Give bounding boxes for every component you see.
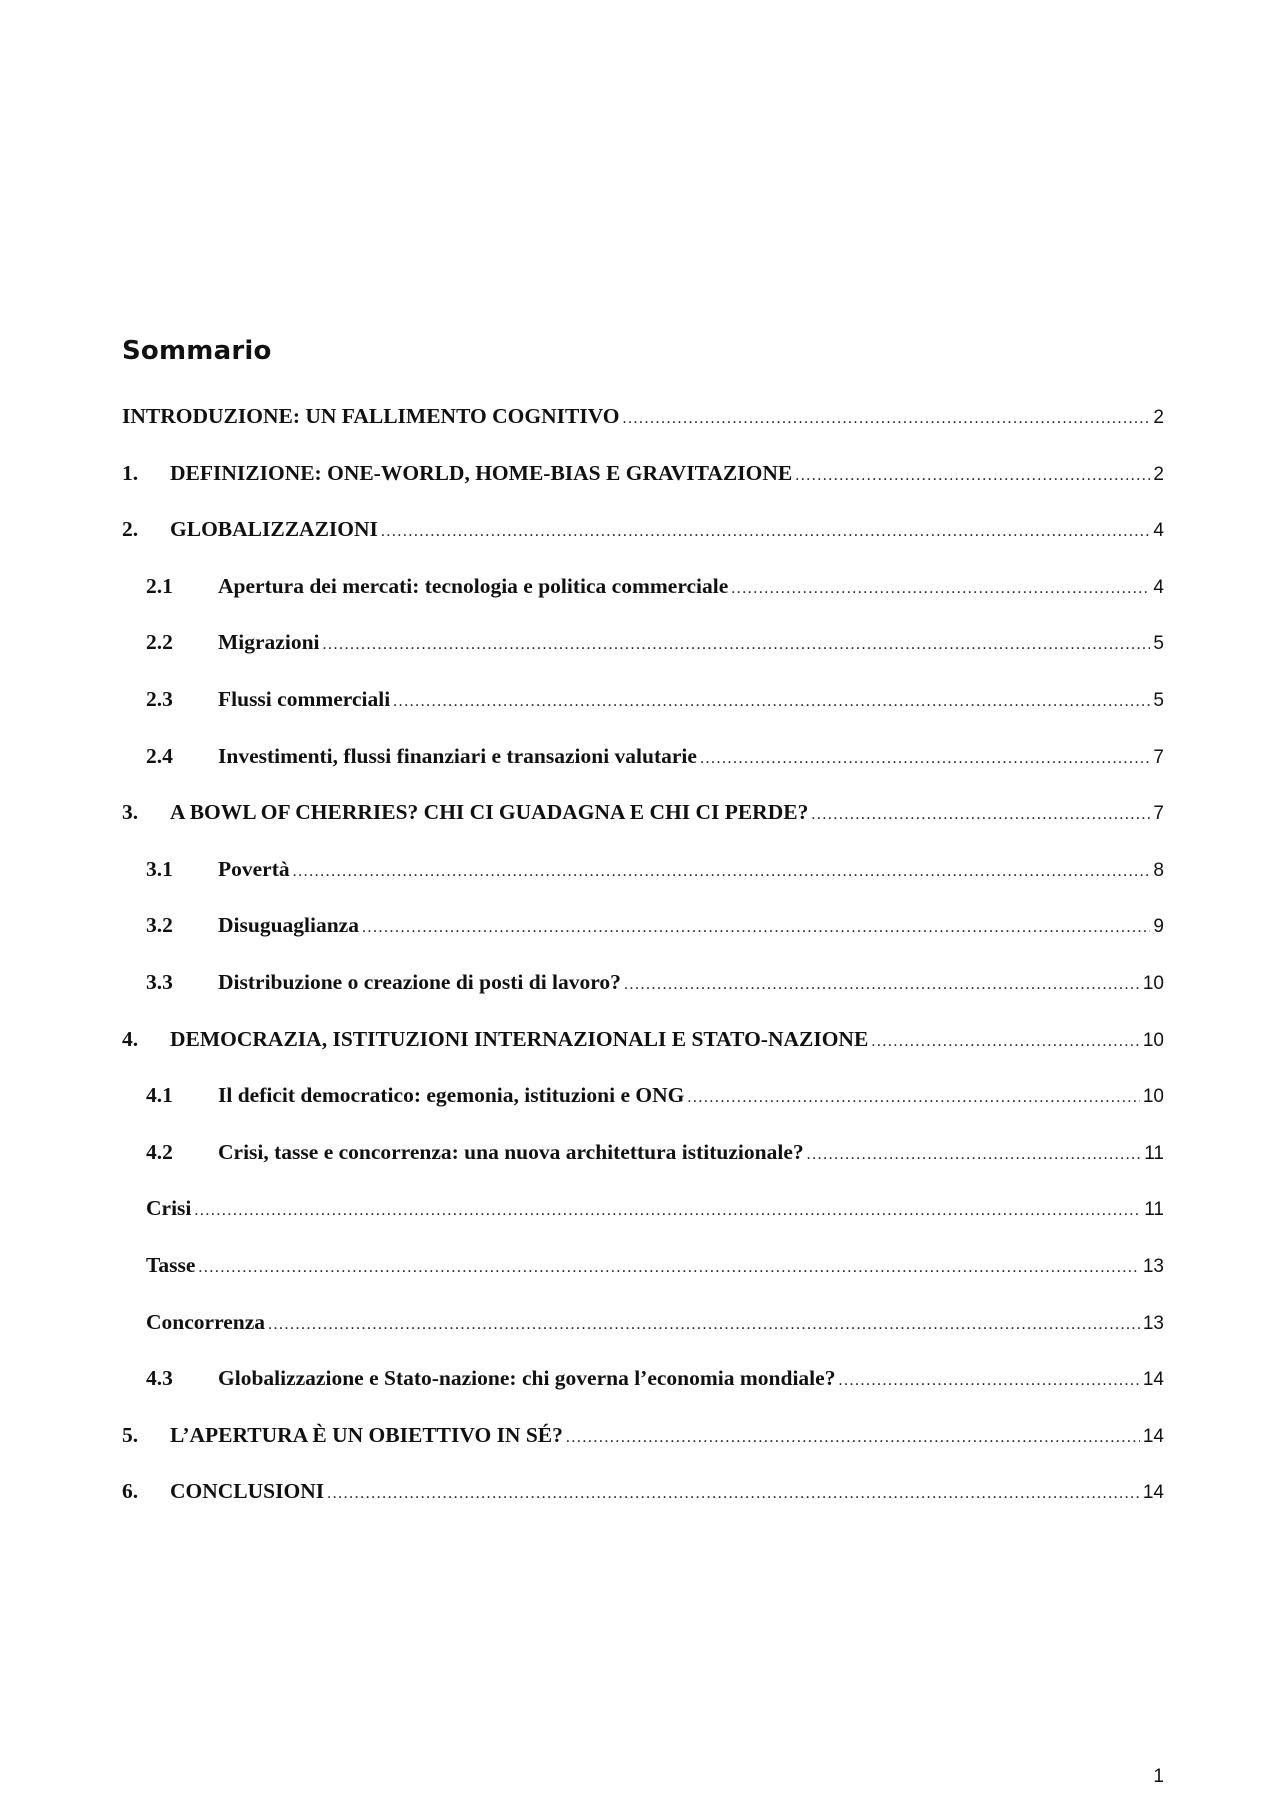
toc-dot-leader <box>381 523 1151 541</box>
toc-entry-title: Globalizzazione e Stato-nazione: chi governa l’economia mondiale? <box>218 1366 836 1391</box>
toc-entry-page: 4 <box>1153 576 1164 598</box>
toc-entry-page: 8 <box>1153 859 1164 881</box>
toc-dot-leader <box>700 750 1150 768</box>
toc-entry-title: DEFINIZIONE: ONE-WORLD, HOME-BIAS E GRAVITAZIONE <box>170 460 793 485</box>
toc-entry-title: Apertura dei mercati: tecnologia e politica commerciale <box>218 573 729 598</box>
toc-entry-number: 2.4 <box>146 743 173 768</box>
toc-title: Sommario <box>122 336 272 366</box>
toc-entry[interactable] <box>122 913 1164 970</box>
toc-entry-title: Migrazioni <box>218 630 320 655</box>
toc-entry-number: 2.2 <box>146 630 173 655</box>
toc-entry[interactable] <box>122 517 1164 574</box>
toc-entry-page: 14 <box>1142 1369 1164 1391</box>
toc-entry-page: 10 <box>1142 1086 1164 1108</box>
toc-dot-leader <box>687 1089 1140 1107</box>
toc-entry[interactable] <box>122 404 1164 461</box>
toc-dot-leader <box>871 1033 1140 1051</box>
toc-entry-page: 5 <box>1153 689 1164 711</box>
toc-entry[interactable] <box>122 1310 1164 1367</box>
toc-entry-title: A BOWL OF CHERRIES? CHI CI GUADAGNA E CHI CI PERDE? <box>170 800 809 825</box>
toc-entry[interactable] <box>122 1140 1164 1197</box>
toc-entry-title: Distribuzione o creazione di posti di lavoro? <box>218 969 621 994</box>
toc-entry-title: Investimenti, flussi finanziari e transazioni valutarie <box>218 743 697 768</box>
toc-entry-title: CONCLUSIONI <box>170 1479 325 1504</box>
toc-entry[interactable] <box>122 857 1164 914</box>
toc-entry-title: INTRODUZIONE: UN FALLIMENTO COGNITIVO <box>122 404 620 428</box>
toc-entry-title: Flussi commerciali <box>218 686 391 711</box>
toc-entry-number: 2.1 <box>146 573 173 598</box>
toc-entry-title: Tasse <box>146 1252 196 1277</box>
toc-entry-page: 13 <box>1142 1312 1164 1334</box>
toc-entry-page: 10 <box>1142 972 1164 994</box>
toc-entry-title: L’APERTURA È UN OBIETTIVO IN SÉ? <box>170 1422 563 1447</box>
toc-entry[interactable] <box>122 744 1164 801</box>
toc-entry-page: 2 <box>1153 463 1164 485</box>
toc-entry-number: 2. <box>122 517 139 542</box>
toc-dot-leader <box>811 806 1150 824</box>
toc-dot-leader <box>268 1316 1140 1334</box>
toc-entry-page: 5 <box>1153 633 1164 655</box>
toc-entry-page: 13 <box>1142 1255 1164 1277</box>
toc-entry-page: 11 <box>1144 1142 1164 1164</box>
toc-entry-number: 4.2 <box>146 1139 173 1164</box>
toc-entry-number: 3.3 <box>146 969 173 994</box>
toc-entry[interactable] <box>122 687 1164 744</box>
toc-entry[interactable] <box>122 1027 1164 1084</box>
toc-dot-leader <box>323 636 1151 654</box>
toc-entry[interactable] <box>122 1366 1164 1423</box>
toc-entry-title: Povertà <box>218 856 290 881</box>
toc-entry-number: 2.3 <box>146 686 173 711</box>
toc-entry-title: Il deficit democratico: egemonia, istituzioni e ONG <box>218 1083 685 1108</box>
toc-entry-title: Disuguaglianza <box>218 913 359 938</box>
toc-entry-number: 6. <box>122 1479 139 1504</box>
toc-entry-title: Concorrenza <box>146 1309 266 1334</box>
toc-entry[interactable] <box>122 1253 1164 1310</box>
toc-entry-title: GLOBALIZZAZIONI <box>170 517 378 542</box>
toc-dot-leader <box>198 1259 1139 1277</box>
toc-entry-page: 14 <box>1142 1425 1164 1447</box>
toc-dot-leader <box>327 1485 1140 1503</box>
toc-entry-page: 11 <box>1144 1199 1164 1221</box>
toc-entry-number: 4.3 <box>146 1366 173 1391</box>
toc-entry-number: 1. <box>122 460 139 485</box>
toc-entry[interactable] <box>122 461 1164 518</box>
toc-entry-page: 10 <box>1142 1029 1164 1051</box>
toc-dot-leader <box>795 467 1150 485</box>
toc-entry[interactable] <box>122 800 1164 857</box>
toc-entry-page: 2 <box>1153 407 1164 428</box>
toc-entry-number: 5. <box>122 1422 139 1447</box>
toc-dot-leader <box>624 976 1140 994</box>
toc-dot-leader <box>807 1146 1142 1164</box>
toc-entry-number: 4. <box>122 1026 139 1051</box>
toc-dot-leader <box>731 580 1150 598</box>
toc-dot-leader <box>566 1429 1140 1447</box>
toc-entry[interactable] <box>122 1423 1164 1480</box>
toc-entry-page: 7 <box>1153 746 1164 768</box>
toc-entry[interactable] <box>122 574 1164 631</box>
toc-dot-leader <box>362 919 1150 937</box>
toc-entry-page: 14 <box>1142 1482 1164 1504</box>
toc-entry-title: Crisi <box>146 1196 192 1221</box>
toc-entry-page: 9 <box>1153 916 1164 938</box>
toc-dot-leader <box>293 863 1151 881</box>
toc-entry-page: 4 <box>1153 520 1164 542</box>
toc-entry-page: 7 <box>1153 803 1164 825</box>
toc-entry[interactable] <box>122 1083 1164 1140</box>
toc-entry[interactable] <box>122 970 1164 1027</box>
toc-entry-title: DEMOCRAZIA, ISTITUZIONI INTERNAZIONALI E STATO-NAZIONE <box>170 1026 869 1051</box>
toc-entry[interactable] <box>122 1479 1164 1536</box>
toc-dot-leader <box>194 1202 1141 1220</box>
toc-entry[interactable] <box>122 630 1164 687</box>
toc-entry[interactable] <box>122 1196 1164 1253</box>
toc-entry-number: 3.2 <box>146 913 173 938</box>
toc-entry-number: 3.1 <box>146 856 173 881</box>
toc-entry-number: 3. <box>122 800 139 825</box>
page-number: 1 <box>1153 1766 1164 1787</box>
toc-entry-title: Crisi, tasse e concorrenza: una nuova architettura istituzionale? <box>218 1139 804 1164</box>
table-of-contents <box>122 404 1164 1536</box>
toc-dot-leader <box>838 1372 1139 1390</box>
toc-entry-number: 4.1 <box>146 1083 173 1108</box>
toc-dot-leader <box>623 410 1151 428</box>
toc-dot-leader <box>393 693 1150 711</box>
